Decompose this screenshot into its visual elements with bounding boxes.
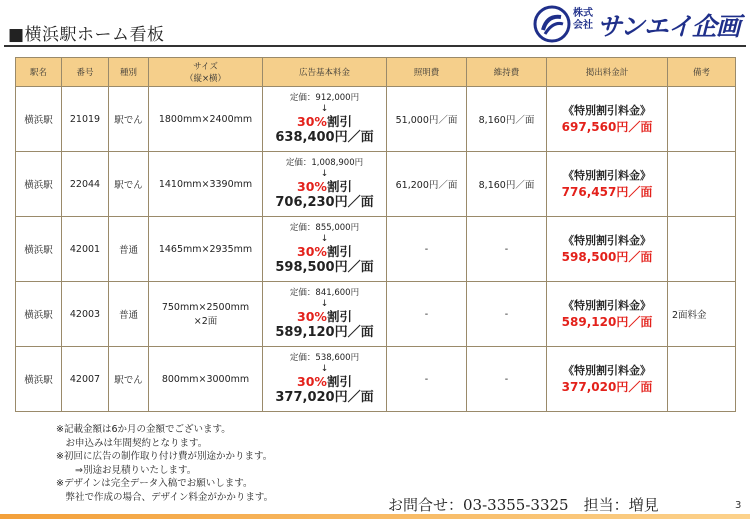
header-base-price: 広告基本料金 — [263, 58, 387, 87]
cell-station: 横浜駅 — [16, 152, 62, 217]
header-total: 掲出料金計 — [547, 58, 668, 87]
cell-base-price — [263, 87, 387, 152]
cell-type: 普通 — [109, 217, 149, 282]
discount-rate — [263, 309, 386, 325]
cell-maintenance: - — [467, 347, 547, 412]
header-station: 駅名 — [16, 58, 62, 87]
header-size-label: サイズ — [193, 62, 218, 72]
cell-size — [149, 152, 263, 217]
discount-rate — [263, 244, 386, 260]
table-row — [16, 282, 736, 347]
special-price: 697,560円／面 — [561, 120, 653, 134]
cell-lighting: 61,200円／面 — [387, 152, 467, 217]
discount-suffix: 割引 — [326, 179, 352, 194]
discounted-price: 598,500円／面 — [275, 260, 374, 275]
header-remarks: 備考 — [668, 58, 736, 87]
cell-remarks — [668, 87, 736, 152]
discounted-price: 706,230円／面 — [275, 195, 374, 210]
special-price-label: 《特別割引料金》 — [563, 234, 651, 247]
cell-station: 横浜駅 — [16, 217, 62, 282]
original-price: 定価：538,600円 — [289, 353, 360, 363]
note-line: 弊社で作成の場合、デザイン料金がかかります。 — [56, 491, 274, 503]
note-line: お申込みは年間契約となります。 — [56, 437, 208, 449]
logo-small-bottom: 会社 — [573, 20, 593, 31]
discount-rate — [263, 114, 386, 130]
logo-name: サンエイ企画 — [597, 12, 740, 41]
cell-type: 駅でん — [109, 152, 149, 217]
contact-info: お問合せ：03-3355-3325 担当：増見 — [388, 496, 659, 514]
company-logo — [533, 5, 747, 43]
cell-number: 42001 — [62, 217, 109, 282]
special-price-label: 《特別割引料金》 — [563, 104, 651, 117]
table-row — [16, 152, 736, 217]
page-number: 3 — [735, 500, 742, 511]
note-line: ※デザインは完全データ入稿でお願いします。 — [56, 478, 253, 489]
cell-number: 42007 — [62, 347, 109, 412]
pricing-table — [15, 57, 736, 412]
discount-percent: 30% — [297, 374, 327, 389]
down-arrow-icon: ↓ — [320, 364, 329, 374]
cell-size-sub: ×2面 — [193, 315, 218, 327]
special-price: 589,120円／面 — [561, 315, 653, 329]
original-price: 定価：1,008,900円 — [285, 158, 364, 168]
discount-percent: 30% — [297, 244, 327, 259]
header-size — [149, 58, 263, 87]
cell-total — [547, 347, 668, 412]
cell-maintenance: - — [467, 217, 547, 282]
cell-total — [547, 87, 668, 152]
cell-size — [149, 282, 263, 347]
discount-percent: 30% — [297, 179, 327, 194]
cell-type: 駅でん — [109, 347, 149, 412]
down-arrow-icon: ↓ — [320, 169, 329, 179]
cell-size-main: 1410mm×3390mm — [158, 178, 253, 190]
cell-size-main: 750mm×2500mm — [161, 301, 250, 313]
discounted-price: 377,020円／面 — [275, 390, 374, 405]
special-price-label: 《特別割引料金》 — [563, 299, 651, 312]
discount-rate — [263, 179, 386, 195]
notes-block — [56, 423, 273, 504]
cell-station: 横浜駅 — [16, 87, 62, 152]
cell-base-price — [263, 152, 387, 217]
cell-size-main: 800mm×3000mm — [161, 373, 250, 385]
discount-rate — [263, 374, 386, 390]
cell-size — [149, 217, 263, 282]
cell-station: 横浜駅 — [16, 347, 62, 412]
cell-remarks — [668, 152, 736, 217]
cell-size — [149, 87, 263, 152]
cell-total — [547, 282, 668, 347]
page-title: ■横浜駅ホーム看板 — [8, 25, 165, 45]
cell-type: 普通 — [109, 282, 149, 347]
down-arrow-icon: ↓ — [320, 234, 329, 244]
discount-suffix: 割引 — [326, 374, 352, 389]
cell-total — [547, 152, 668, 217]
special-price: 377,020円／面 — [561, 380, 653, 394]
cell-total — [547, 217, 668, 282]
cell-station: 横浜駅 — [16, 282, 62, 347]
cell-lighting: - — [387, 282, 467, 347]
discounted-price: 638,400円／面 — [275, 130, 374, 145]
discounted-price: 589,120円／面 — [275, 325, 374, 340]
cell-type: 駅でん — [109, 87, 149, 152]
discount-suffix: 割引 — [326, 114, 352, 129]
cell-remarks — [668, 217, 736, 282]
special-price-label: 《特別割引料金》 — [563, 364, 651, 377]
discount-percent: 30% — [297, 309, 327, 324]
special-price: 776,457円／面 — [561, 185, 653, 199]
bottom-accent-bar — [0, 514, 750, 519]
header-number: 番号 — [62, 58, 109, 87]
down-arrow-icon: ↓ — [320, 299, 329, 309]
cell-maintenance: - — [467, 282, 547, 347]
original-price: 定価：855,000円 — [289, 223, 360, 233]
cell-size-main: 1465mm×2935mm — [158, 243, 253, 255]
table-header-row — [16, 58, 736, 87]
cell-number: 21019 — [62, 87, 109, 152]
cell-base-price — [263, 347, 387, 412]
down-arrow-icon: ↓ — [320, 104, 329, 114]
special-price: 598,500円／面 — [561, 250, 653, 264]
header-maintenance: 維持費 — [467, 58, 547, 87]
cell-size — [149, 347, 263, 412]
logo-small-top: 株式 — [573, 8, 593, 19]
note-line: ※記載金額は6か月の金額でございます。 — [56, 424, 231, 435]
header-lighting: 照明費 — [387, 58, 467, 87]
note-line: ⇒別途お見積りいたします。 — [56, 464, 197, 476]
discount-suffix: 割引 — [326, 244, 352, 259]
table-row — [16, 87, 736, 152]
header-size-sub: （縦×横） — [184, 74, 227, 84]
table-row — [16, 217, 736, 282]
original-price: 定価：912,000円 — [289, 93, 360, 103]
cell-maintenance: 8,160円／面 — [467, 152, 547, 217]
logo-mark-icon — [533, 5, 571, 43]
cell-number: 22044 — [62, 152, 109, 217]
header-type: 種別 — [109, 58, 149, 87]
cell-remarks — [668, 347, 736, 412]
cell-base-price — [263, 282, 387, 347]
title-underline — [4, 45, 746, 47]
cell-maintenance: 8,160円／面 — [467, 87, 547, 152]
cell-lighting: - — [387, 347, 467, 412]
discount-suffix: 割引 — [326, 309, 352, 324]
discount-percent: 30% — [297, 114, 327, 129]
note-line: ※初回に広告の制作取り付け費が別途かかります。 — [56, 451, 273, 462]
cell-lighting: 51,000円／面 — [387, 87, 467, 152]
original-price: 定価：841,600円 — [289, 288, 360, 298]
cell-remarks: 2面料金 — [668, 282, 736, 347]
cell-number: 42003 — [62, 282, 109, 347]
table-row — [16, 347, 736, 412]
cell-size-main: 1800mm×2400mm — [158, 113, 253, 125]
cell-lighting: - — [387, 217, 467, 282]
cell-base-price — [263, 217, 387, 282]
special-price-label: 《特別割引料金》 — [563, 169, 651, 182]
